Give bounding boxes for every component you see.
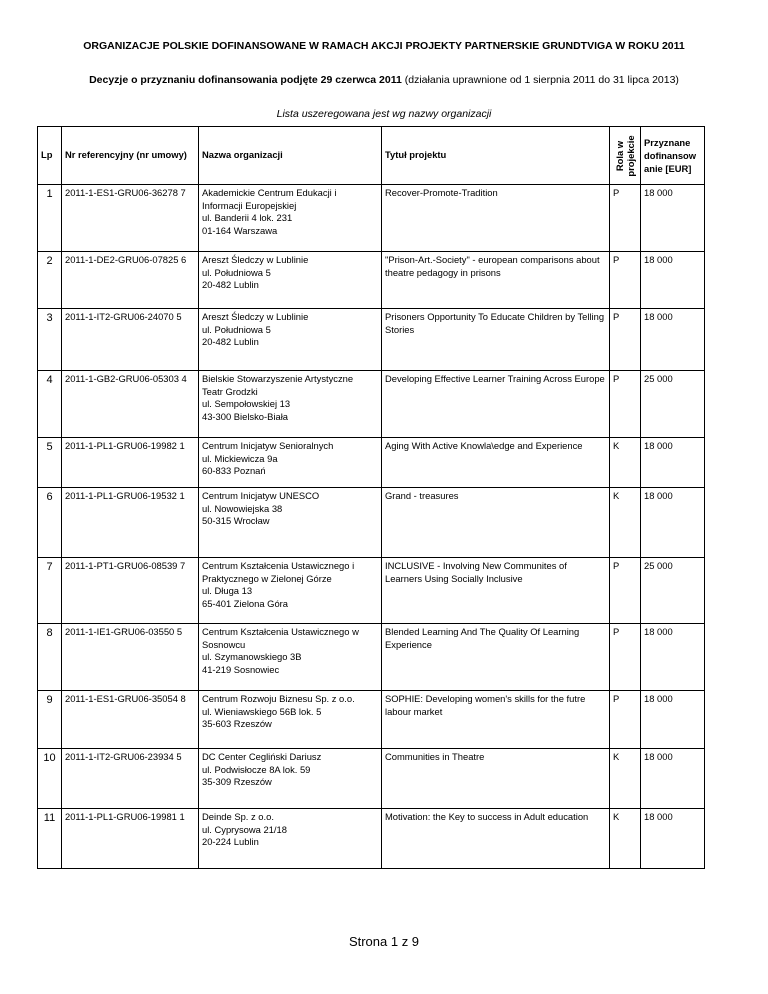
row-ref-number: 2011-1-PL1-GRU06-19982 1 <box>62 438 199 488</box>
page-number: Strona 1 z 9 <box>348 934 420 949</box>
row-role: P <box>610 309 641 371</box>
row-lp: 6 <box>38 488 62 558</box>
row-lp: 4 <box>38 371 62 438</box>
organization-line: 60-833 Poznań <box>202 465 266 476</box>
organization-line: ul. Długa 13 <box>202 585 253 596</box>
amount-header-line2: dofinansow <box>644 150 697 161</box>
row-project-title: "Prison-Art.-Society" - european comparisons about theatre pedagogy in prisons <box>382 252 610 309</box>
row-role: K <box>610 809 641 869</box>
organization-line: 35-309 Rzeszów <box>202 776 272 787</box>
row-organization <box>199 749 382 809</box>
row-project-title: Motivation: the Key to success in Adult education <box>382 809 610 869</box>
row-project-title: Recover-Promote-Tradition <box>382 185 610 252</box>
row-ref-number: 2011-1-PL1-GRU06-19532 1 <box>62 488 199 558</box>
organization-line: 20-482 Lublin <box>202 336 259 347</box>
organization-line: Areszt Śledczy w Lublinie <box>202 254 309 265</box>
organization-line: Informacji Europejskiej <box>202 199 297 211</box>
row-amount: 18 000 <box>641 185 705 252</box>
organization-line: ul. Sempołowskiej 13 <box>202 398 291 409</box>
row-role: P <box>610 185 641 252</box>
row-lp: 11 <box>38 809 62 869</box>
row-lp: 10 <box>38 749 62 809</box>
organization-line: ul. Wieniawskiego 56B lok. 5 <box>202 705 322 717</box>
row-project-title: Blended Learning And The Quality Of Learning Experience <box>382 624 610 691</box>
row-amount: 18 000 <box>641 624 705 691</box>
row-ref-number: 2011-1-ES1-GRU06-36278 7 <box>62 185 199 252</box>
row-ref-number: 2011-1-PT1-GRU06-08539 7 <box>62 558 199 624</box>
organization-line: 50-315 Wrocław <box>202 515 270 526</box>
organization-line: Centrum Rozwoju Biznesu Sp. z o.o. <box>202 693 355 704</box>
row-lp: 2 <box>38 252 62 309</box>
table-row <box>38 809 705 869</box>
row-role: K <box>610 749 641 809</box>
organization-line: Centrum Inicjatyw Senioralnych <box>202 440 334 451</box>
organization-line: 41-219 Sosnowiec <box>202 663 280 675</box>
row-organization <box>199 691 382 749</box>
row-organization <box>199 809 382 869</box>
row-lp: 5 <box>38 438 62 488</box>
row-project-title: INCLUSIVE - Involving New Communites of Learners Using Socially Inclusive <box>382 558 610 624</box>
row-organization <box>199 309 382 371</box>
organization-line: 65-401 Zielona Góra <box>202 597 288 609</box>
row-amount: 18 000 <box>641 749 705 809</box>
row-amount: 18 000 <box>641 488 705 558</box>
row-lp: 3 <box>38 309 62 371</box>
row-role: K <box>610 438 641 488</box>
organization-line: ul. Południowa 5 <box>202 323 271 335</box>
sort-note: Lista uszeregowana jest wg nazwy organizacji <box>276 108 492 120</box>
organization-line: Deinde Sp. z o.o. <box>202 811 274 822</box>
col-role-header <box>610 127 641 185</box>
row-amount: 25 000 <box>641 558 705 624</box>
table-row <box>38 691 705 749</box>
table-header-row <box>38 127 705 185</box>
organization-line: Areszt Śledczy w Lublinie <box>202 311 309 322</box>
organization-line: ul. Mickiewicza 9a <box>202 452 278 464</box>
row-ref-number: 2011-1-GB2-GRU06-05303 4 <box>62 371 199 438</box>
role-header-line2: projekcie <box>625 134 636 177</box>
col-ref-header: Nr referencyjny (nr umowy) <box>62 127 199 185</box>
organization-line: 20-224 Lublin <box>202 836 259 847</box>
amount-header-line3: anie [EUR] <box>644 163 692 174</box>
row-amount: 18 000 <box>641 252 705 309</box>
row-ref-number: 2011-1-DE2-GRU06-07825 6 <box>62 252 199 309</box>
row-project-title: SOPHIE: Developing women's skills for the futre labour market <box>382 691 610 749</box>
row-project-title: Aging With Active Knowla\edge and Experience <box>382 438 610 488</box>
row-project-title: Grand - treasures <box>382 488 610 558</box>
organization-line: Teatr Grodzki <box>202 385 258 397</box>
table-row <box>38 252 705 309</box>
organization-line: Bielskie Stowarzyszenie Artystyczne <box>202 373 354 384</box>
row-project-title: Prisoners Opportunity To Educate Children by Telling Stories <box>382 309 610 371</box>
organization-line: DC Center Cegliński Dariusz <box>202 751 322 762</box>
row-role: P <box>610 691 641 749</box>
row-organization <box>199 624 382 691</box>
grants-table <box>37 126 705 869</box>
row-project-title: Developing Effective Learner Training Across Europe <box>382 371 610 438</box>
organization-line: 01-164 Warszawa <box>202 224 278 236</box>
eligibility-period: (działania uprawnione od 1 sierpnia 2011 do 31 lipca 2013) <box>401 74 679 86</box>
row-amount: 18 000 <box>641 438 705 488</box>
organization-line: Centrum Kształcenia Ustawicznego w <box>202 626 359 637</box>
organization-line: 20-482 Lublin <box>202 279 259 290</box>
col-title-header: Tytuł projektu <box>382 127 610 185</box>
organization-line: ul. Podwisłocze 8A lok. 59 <box>202 763 311 775</box>
organization-line: ul. Nowowiejska 38 <box>202 502 283 514</box>
row-organization <box>199 558 382 624</box>
col-lp-header: Lp <box>38 127 62 185</box>
table-row <box>38 558 705 624</box>
row-role: P <box>610 371 641 438</box>
row-organization <box>199 488 382 558</box>
table-row <box>38 749 705 809</box>
row-amount: 18 000 <box>641 309 705 371</box>
col-org-header: Nazwa organizacji <box>199 127 382 185</box>
row-organization <box>199 252 382 309</box>
row-ref-number: 2011-1-PL1-GRU06-19981 1 <box>62 809 199 869</box>
row-ref-number: 2011-1-IT2-GRU06-24070 5 <box>62 309 199 371</box>
decision-subtitle <box>0 74 768 86</box>
row-lp: 8 <box>38 624 62 691</box>
organization-line: Akademickie Centrum Edukacji i <box>202 187 337 198</box>
organization-line: ul. Cyprysowa 21/18 <box>202 823 287 835</box>
row-lp: 1 <box>38 185 62 252</box>
row-role: P <box>610 624 641 691</box>
row-role: P <box>610 558 641 624</box>
organization-line: 43-300 Bielsko-Biała <box>202 410 288 422</box>
row-lp: 9 <box>38 691 62 749</box>
organization-line: ul. Południowa 5 <box>202 266 271 278</box>
organization-line: Centrum Kształcenia Ustawicznego i <box>202 560 355 571</box>
organization-line: Praktycznego w Zielonej Górze <box>202 572 332 584</box>
organization-line: Centrum Inicjatyw UNESCO <box>202 490 320 501</box>
table-row <box>38 309 705 371</box>
row-amount: 18 000 <box>641 809 705 869</box>
amount-header-line1: Przyznane <box>644 137 691 148</box>
row-organization <box>199 185 382 252</box>
organization-line: ul. Banderii 4 lok. 231 <box>202 212 293 223</box>
row-ref-number: 2011-1-IE1-GRU06-03550 5 <box>62 624 199 691</box>
role-header-line1: Rola w <box>614 140 625 171</box>
row-role: K <box>610 488 641 558</box>
row-organization <box>199 438 382 488</box>
row-role: P <box>610 252 641 309</box>
table-row <box>38 488 705 558</box>
decision-date: Decyzje o przyznaniu dofinansowania podjęte 29 czerwca 2011 <box>89 74 402 86</box>
organization-line: Sosnowcu <box>202 638 246 650</box>
row-lp: 7 <box>38 558 62 624</box>
row-ref-number: 2011-1-IT2-GRU06-23934 5 <box>62 749 199 809</box>
col-amount-header <box>641 127 705 185</box>
row-project-title: Communities in Theatre <box>382 749 610 809</box>
table-row <box>38 185 705 252</box>
table-row <box>38 624 705 691</box>
document-title: ORGANIZACJE POLSKIE DOFINANSOWANE W RAMACH AKCJI PROJEKTY PARTNERSKIE GRUNDTVIGA W ROKU 2011 <box>83 40 685 52</box>
row-amount: 18 000 <box>641 691 705 749</box>
row-ref-number: 2011-1-ES1-GRU06-35054 8 <box>62 691 199 749</box>
organization-line: ul. Szymanowskiego 3B <box>202 651 302 662</box>
organization-line: 35-603 Rzeszów <box>202 718 272 729</box>
row-amount: 25 000 <box>641 371 705 438</box>
row-organization <box>199 371 382 438</box>
table-row <box>38 371 705 438</box>
table-row <box>38 438 705 488</box>
